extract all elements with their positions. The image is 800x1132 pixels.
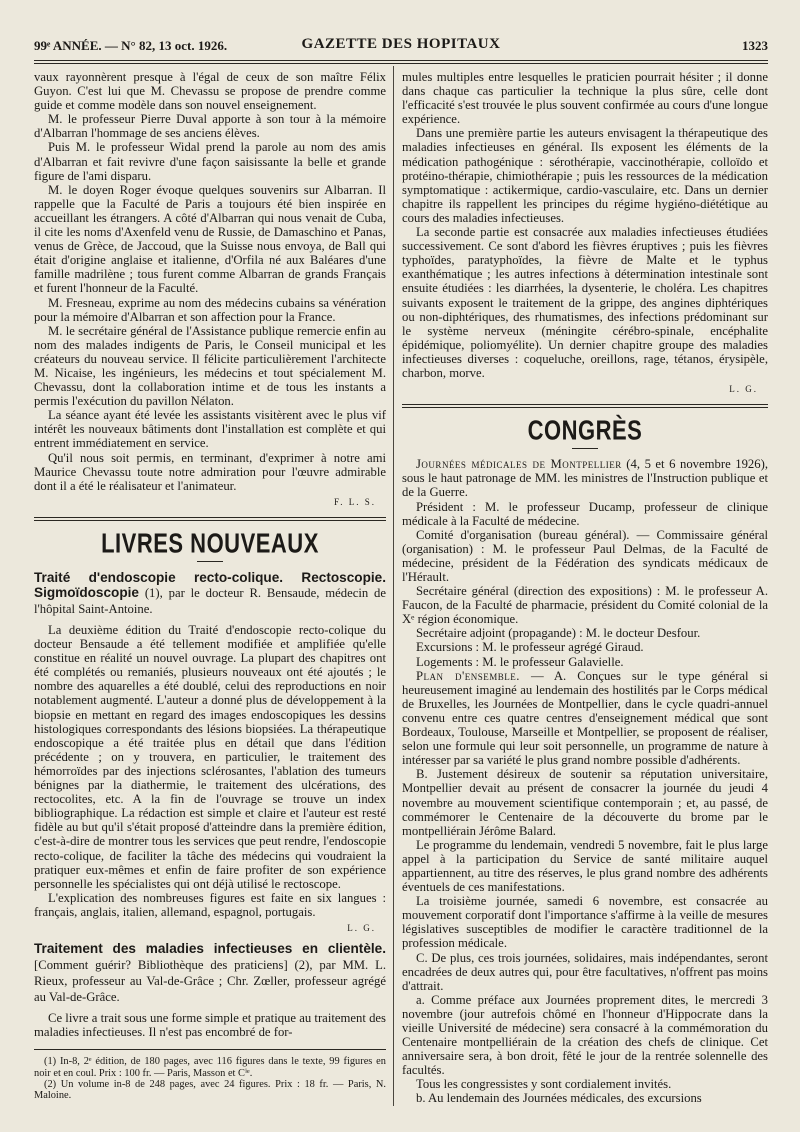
plan-paragraph: a. Comme préface aux Journées proprement dites, le mercredi 3 novembre (jour autrefois chômé en l'honneur d'Hippocrate dans la vieille Université de médecine) sera consacré à la commémoration du Centenaire montpelliérain de la création des chefs de clinique. Cet anniversaire sera, à bon droit, fêté le jour de la rentrée solennelle des facultés. — [402, 992, 768, 1078]
book-review-heading — [34, 570, 386, 617]
plan-paragraph: B. Justement désireux de soutenir sa réputation universitaire, Montpellier devait au présent de consacrer la journée du jeudi 4 novembre au mouvement scientifique contemporain ; et, au passé, de commémorer le Centenaire de la découverte du brome par le montpelliérain Jérôme Balard. — [402, 767, 768, 838]
footnote-rule — [34, 1049, 386, 1050]
plan-paragraph: La troisième journée, samedi 6 novembre, est consacrée au mouvement corporatif dont l'importance s'affirme à la veille de mesures législatives susceptibles de modifier le caractère traditionnel de la profession médicale. — [402, 894, 768, 951]
section-title-congres: CONGRÈS — [527, 414, 643, 446]
page-number: 1323 — [742, 38, 768, 53]
review-signature: L. G. — [729, 384, 758, 395]
book-byline: [Comment guérir? Bibliothèque des praticiens] (2), par MM. L. Rieux, professeur au Val-de-Grâce ; Chr. Zœller, professeur agrégé au Val-de-Grâce. — [34, 958, 386, 1005]
officer-line: Logements : M. le professeur Galavielle. — [416, 654, 624, 669]
left-column — [34, 70, 386, 1102]
article-paragraph: Qu'il nous soit permis, en terminant, d'exprimer à notre ami Maurice Chevassu toute notre admiration pour l'œuvre admirable dont il a été le réalisateur et l'animateur. — [34, 450, 386, 493]
title-underline — [197, 561, 223, 562]
review-paragraph: Ce livre a trait sous une forme simple et pratique au traitement des maladies infectieuses. Il n'est pas encombré de for- — [34, 1011, 386, 1040]
book-byline: (1), par le docteur R. Bensaude, médecin de l'hôpital Saint-Antoine. — [34, 586, 386, 616]
officer-line: Président : M. le professeur Ducamp, professeur de clinique médicale à la Faculté de médecine. — [402, 499, 768, 528]
article-paragraph: La séance ayant été levée les assistants visitèrent avec le plus vif intérêt les nouveaux bâtiments dont l'installation est complète et qui entrent immédiatement en service. — [34, 408, 386, 451]
book-title: Traitement des maladies infectieuses en clientèle. — [34, 941, 386, 957]
officer-line: Comité d'organisation (bureau général). — Commissaire général (organisation) : M. le professeur Paul Delmas, de la Faculté de médecine, président de la Fédération des syndicats médicaux de l'Hérault. — [402, 527, 768, 584]
section-rule — [402, 404, 768, 408]
officer-line: Secrétaire général (direction des expositions) : M. le professeur A. Faucon, de la Faculté de pharmacie, président du Comité colonial de la Xᵉ région économique. — [402, 584, 768, 627]
book-title: Traité d'endoscopie recto-colique. Rectoscopie. Sigmoïdoscopie — [34, 570, 386, 600]
journal-title: GAZETTE DES HOPITAUX — [301, 36, 501, 52]
plan-heading: Plan d'ensemble. — [416, 668, 520, 683]
header-rule — [34, 60, 768, 64]
article-paragraph: M. le doyen Roger évoque quelques souvenirs sur Albarran. Il rappelle que la Faculté de Paris a toujours été bien inspirée en accueillant les étrangers. A côté d'Albarran qui nous venait de Cuba, il cite les noms d'Axenfeld venu de Russie, de Damaschino et Panas, venus de Grèce, de Jaccoud, que la Suisse nous envoya, de Ball qui était d'origine anglaise et italienne, d'Orfila né aux Baléares d'une famille madrilène ; tous furent comme Albarran de grands Français et furent l'honneur de la Faculté. — [34, 182, 386, 296]
article-paragraph: M. le professeur Pierre Duval apporte à son tour à la mémoire d'Albarran l'hommage de ses anciens élèves. — [34, 112, 386, 141]
review-paragraph: La seconde partie est consacrée aux maladies infectieuses étudiées successivement. Ce sont d'abord les fièvres éruptives ; puis les fièvres typhoïdes, paratyphoïdes, la fièvre de Malte et le typhus exanthématique ; les autres infections à détermination intestinale sont ensuite étudiées : les diarrhées, la dysenterie, le choléra. Les chapitres suivants exposent le traitement de la grippe, des angines diphtériques ou non-diphtériques, des rhumatismes, des infections prédominant sur le système nerveux (méningite cérébro-spinale, encéphalite épidémique, poliomyélite). Un dernier chapitre groupe des maladies infectieuses diverses : coqueluche, oreillons, rage, tétanos, érysipèle, charbon, morve. — [402, 225, 768, 380]
issue-info: 99ᵉ ANNÉE. — N° 82, 13 oct. 1926. — [34, 38, 228, 53]
right-column — [402, 70, 768, 1106]
footnote: (1) In-8, 2ᵉ édition, de 180 pages, avec 116 figures dans le texte, 99 figures en noir et en coul. Prix : 100 fr. — Paris, Masson et Cⁱᵉ. — [34, 1056, 386, 1079]
plan-paragraph: Tous les congressistes y sont cordialement invités. — [416, 1077, 672, 1092]
plan-paragraph: C. De plus, ces trois journées, solidaires, mais indépendantes, seront encadrées de deux autres qui, pour être facultatives, n'offrent pas moins d'attrait. — [402, 950, 768, 993]
article-paragraph: M. le secrétaire général de l'Assistance publique remercie enfin au nom des malades indigents de Paris, le Conseil municipal et les créateurs du nouveau service. Il félicite particulièrement l'architecte M. Nicaise, les ingénieurs, les médecins et tout spécialement M. Chevassu, dont la collaboration intime et de tous les instants a permis l'exécution du pavillon Nélaton. — [34, 323, 386, 409]
review-paragraph: L'explication des nombreuses figures est faite en six langues : français, anglais, italien, allemand, espagnol, portugais. — [34, 890, 386, 919]
officer-line: Secrétaire adjoint (propagande) : M. le docteur Desfour. — [416, 626, 701, 641]
congress-dates: (4, 5 et 6 novembre 1926), sous le haut patronage de MM. les ministres de l'Instruction publique et de la Guerre. — [402, 457, 768, 500]
page-header — [34, 34, 768, 56]
plan-paragraph — [402, 669, 768, 768]
article-paragraph: Puis M. le professeur Widal prend la parole au nom des amis d'Albarran et fait revivre d'une façon saisissante la belle et grande figure de l'ami disparu. — [34, 140, 386, 183]
officer-line: Excursions : M. le professeur agrégé Giraud. — [416, 640, 644, 655]
article-paragraph: M. Fresneau, exprime au nom des médecins cubains sa vénération pour la mémoire d'Albarran et son affection pour la France. — [34, 295, 386, 324]
congress-name: Journées médicales de Montpellier — [416, 457, 622, 472]
review-paragraph: La deuxième édition du Traité d'endoscopie recto-colique du docteur Bensaude a été tellement modifiée et amplifiée qu'elle constitue en réalité un nouvel ouvrage. La plupart des chapitres ont été complétés ou remaniés, plusieurs nouveaux ont été ajoutés ; le nombre des aquarelles a été doublé, celui des reproductions en noir notablement augmenté. L'auteur a donné plus de développement à la biopsie en mettant en regard des images endoscopiques les dessins histologiques correspondants des lésions biopsiées. La thérapeutique endoscopique a été traitée plus en détail que dans l'édition précédente ; on y trouvera, en particulier, le traitement des hémorroïdes par des injections sclérosantes, l'ablation des tumeurs bénignes par la diathermie, le traitement des ulcérations, des rectocolites, etc. A la fin de l'ouvrage se trouve un index bibliographique. La rédaction est simple et claire et l'auteur est resté fidèle au but qu'il s'était proposé d'atteindre dans la première édition, c'est-à-dire de montrer tous les services que peut rendre, l'endoscopie recto-colique, de faciliter la tâche des médecins qui voudraient la pratiquer eux-mêmes et enfin de faire profiter de son expérience personnelle les spécialistes qui ont déjà utilisé le rectoscope. — [34, 623, 386, 891]
book-review-heading — [34, 941, 386, 1005]
plan-text: — A. Conçues sur le type général si heureusement imaginé au lendemain des hostilités par le Corps médical de Bruxelles, les Journées de Montpellier, dans le cycle quadri-annuel convenu entre ces quatre centres d'enseignement médical que sont Bordeaux, Toulouse, Marseille et Montpellier, se proposent de réaliser, selon une formule qui leur soit personnelle, un programme de nature à intéresser par sa variété le plus grand nombre possible d'adhérents. — [402, 668, 768, 768]
title-underline — [572, 448, 598, 449]
section-title-livres: LIVRES NOUVEAUX — [101, 527, 319, 559]
column-divider — [393, 66, 394, 1106]
section-rule — [34, 517, 386, 521]
footnote: (2) Un volume in-8 de 248 pages, avec 24 figures. Prix : 18 fr. — Paris, N. Maloine. — [34, 1079, 386, 1102]
review-paragraph: mules multiples entre lesquelles le praticien pourrait hésiter ; il donne dans chaque cas particulier la technique la plus sûre, celle dont l'efficacité s'est trouvée le plus souvent confirmée au cours d'une longue expérience. — [402, 70, 768, 127]
review-paragraph: Dans une première partie les auteurs envisagent la thérapeutique des maladies infectieuses en général. Ils exposent les éléments de la médication pathogénique : sérothérapie, vaccinothérapie, colloïdo et protéino-thérapie, chimiothérapie ; puis les ressources de la médication symptomatique : actikermique, cardio-vasculaire, etc. Dans un dernier chapitre ils rappellent les principes du régime hygiéno-diététique au cours des maladies infectieuses. — [402, 126, 768, 225]
congress-intro — [402, 457, 768, 499]
review-signature: L. G. — [347, 922, 376, 933]
plan-paragraph: Le programme du lendemain, vendredi 5 novembre, fait le plus large appel à la participation du Service de santé militaire auquel appartiennent, au titre des réserves, le plus grand nombre des adhérents éventuels de ces manifestations. — [402, 837, 768, 895]
plan-paragraph: b. Au lendemain des Journées médicales, des excursions — [416, 1091, 702, 1106]
article-signature: F. L. S. — [333, 496, 376, 507]
article-paragraph: vaux rayonnèrent presque à l'égal de ceux de son maître Félix Guyon. C'est lui que M. Chevassu se propose de prendre comme guide et comme modèle dans son nouvel enseignement. — [34, 70, 386, 113]
